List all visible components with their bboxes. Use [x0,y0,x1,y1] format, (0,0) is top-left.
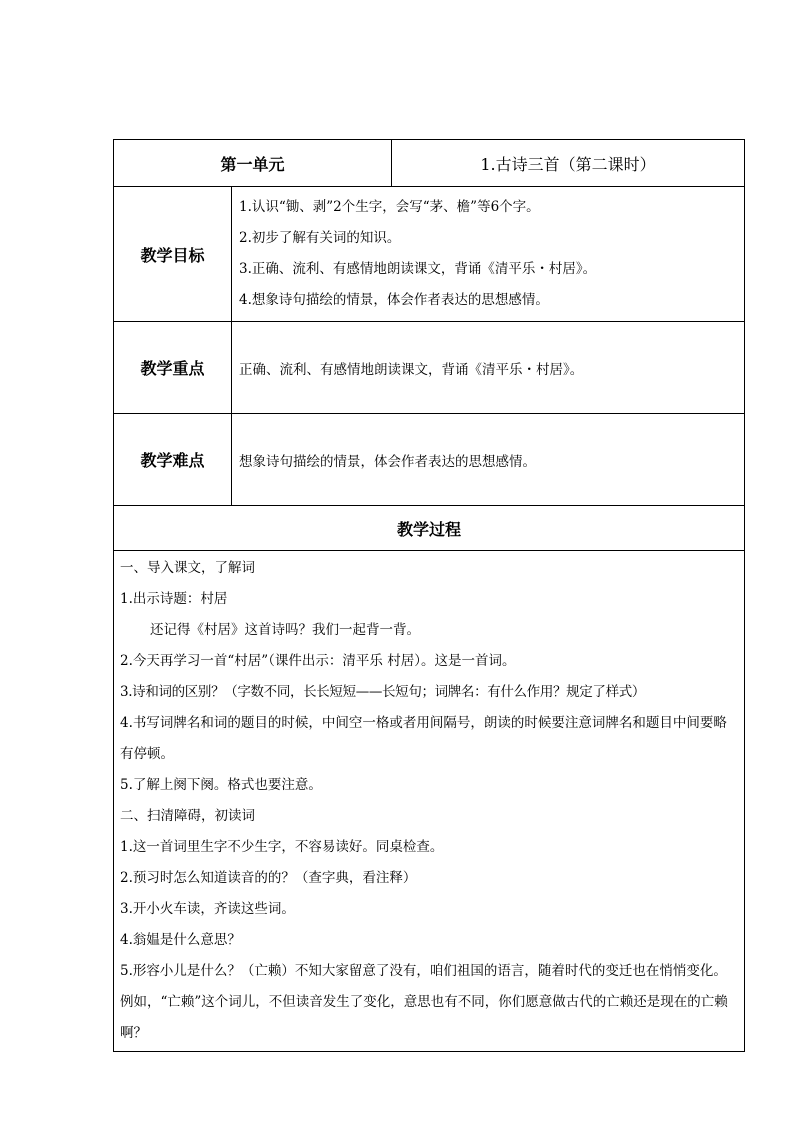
goals-row [114,187,745,322]
process-row [114,551,745,1052]
process-line: 3.开小火车读，齐读这些词。 [120,901,295,917]
goal-item-2: 2.初步了解有关词的知识。 [239,230,401,246]
key-points-text: 正确、流利、有感情地朗读课文，背诵《清平乐・村居》。 [232,322,745,414]
process-content [114,551,745,1052]
process-line: 4.翁媪是什么意思？ [120,932,241,948]
process-line: 2.预习时怎么知道读音的的？（查字典，看注释） [120,870,417,886]
process-line: 3.诗和词的区别？（字数不同，长长短短——长短句；词牌名：有什么作用？规定了样式） [120,684,646,700]
difficulties-text: 想象诗句描绘的情景，体会作者表达的思想感情。 [232,414,745,506]
lesson-plan-table [113,139,745,1052]
key-points-row [114,322,745,414]
process-line: 4.书写词牌名和词的题目的时候，中间空一格或者用间隔号，朗读的时候要注意词牌名和题目中间要略有停顿。 [120,715,727,762]
process-title: 教学过程 [114,506,745,551]
process-title-row [114,506,745,551]
unit-title: 第一单元 [114,140,392,187]
process-line: 5.了解上阕下阕。格式也要注意。 [120,777,322,793]
process-line: 二、扫清障碍，初读词 [120,808,255,824]
goal-item-3: 3.正确、流利、有感情地朗读课文，背诵《清平乐・村居》。 [239,261,597,277]
process-line: 还记得《村居》这首诗吗？我们一起背一背。 [150,622,420,638]
goal-item-1: 1.认识“锄、剥”2个生字，会写“茅、檐”等6个字。 [239,199,540,215]
difficulties-row [114,414,745,506]
goals-label: 教学目标 [114,187,232,322]
difficulties-label: 教学难点 [114,414,232,506]
goals-content [232,187,745,322]
goal-item-4: 4.想象诗句描绘的情景，体会作者表达的思想感情。 [239,292,549,308]
key-points-label: 教学重点 [114,322,232,414]
lesson-title: 1.古诗三首（第二课时） [392,140,745,187]
process-line: 1.出示诗题：村居 [120,591,228,607]
process-line: 2.今天再学习一首“村居”（课件出示：清平乐 村居）。这是一首词。 [120,653,516,669]
process-line: 1.这一首词里生字不少生字，不容易读好。同桌检查。 [120,839,444,855]
process-line: 一、导入课文，了解词 [120,560,255,576]
header-row [114,140,745,187]
process-line: 5.形容小儿是什么？（亡赖）不知大家留意了没有，咱们祖国的语言，随着时代的变迁也在悄悄变化。例如，“亡赖”这个词儿，不但读音发生了变化，意思也有不同，你们愿意做古代的亡赖还是现在的亡赖啊？ [120,963,728,1041]
